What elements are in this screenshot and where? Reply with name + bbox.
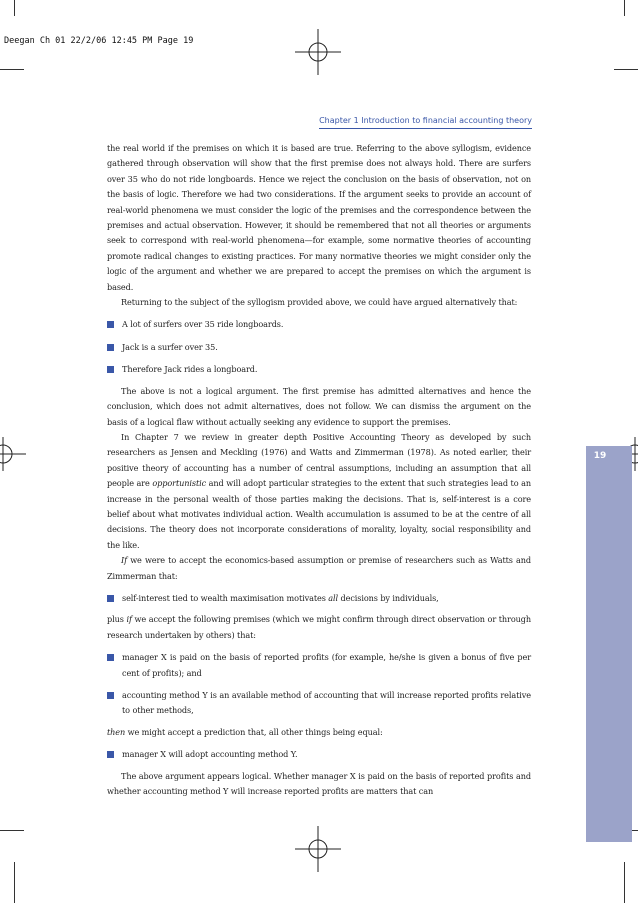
bullet-text: Therefore Jack rides a longboard. — [122, 364, 258, 375]
bullet-square-icon — [107, 751, 114, 758]
bullet-text: manager X is paid on the basis of reported profits (for example, he/she is given a bonus of five per cent of profits); and — [122, 652, 531, 678]
crop-mark-top-right-v — [624, 0, 625, 16]
paragraph: Returning to the subject of the syllogism provided above, we could have argued alternatively that: — [121, 297, 518, 308]
bullet-square-icon — [107, 366, 114, 373]
paragraph — [107, 553, 531, 584]
chapter-tab — [586, 446, 632, 842]
bullet-text: manager X will adopt accounting method Y. — [122, 749, 298, 760]
text-run: and will adopt particular strategies to the extent that such strategies lead to an increase in the personal wealth of those parties making the decisions. That is, self-interest is a core belief about what motivates individual action. Wealth accumulation is assumed to be at the centre of all decisions. The theory does not incorporate considerations of morality, loyalty, social responsibility and the like. — [107, 478, 531, 550]
crop-mark-top-left-v — [14, 0, 15, 16]
paragraph — [107, 725, 531, 740]
registration-mark-left-icon — [0, 431, 26, 477]
text-run: we might accept a prediction that, all other things being equal: — [125, 726, 383, 737]
text-run: self-interest tied to wealth maximisation motivates — [122, 592, 329, 603]
bullet-item — [107, 362, 531, 377]
bullet-item — [107, 317, 531, 332]
running-head-rule — [319, 128, 532, 129]
crop-mark-top-left-h — [0, 69, 24, 70]
print-slug: Deegan Ch 01 22/2/06 12:45 PM Page 19 — [4, 36, 194, 46]
running-head — [319, 116, 532, 125]
running-head-text: Chapter 1 Introduction to financial accounting theory — [319, 116, 532, 125]
paragraph: the real world if the premises on which it is based are true. Referring to the above syllogism, evidence gathered through observation will show that the first premise does not always hold. There are surfers over 35 who do not ride longboards. Hence we reject the conclusion on the basis of observation, not on the basis of logic. Therefore we had two considerations. If the argument seeks to provide an account of real-world phenomena we must consider the logic of the premises and the correspondence between the premises and actual observation. However, it should be remembered that not all theories or arguments seek to correspond with real-world phenomena—for example, some normative theories of accounting promote radical changes to existing practices. For many normative theories we might consider only the logic of the argument and whether we are prepared to accept the premises on which the argument is based. — [107, 143, 531, 292]
crop-mark-bottom-left-h — [0, 830, 24, 831]
crop-mark-bottom-right-v — [624, 862, 625, 903]
paragraph — [107, 612, 531, 643]
body-text — [107, 141, 531, 799]
text-run: plus — [107, 614, 127, 625]
crop-mark-bottom-left-v — [14, 862, 15, 903]
bullet-item — [107, 688, 531, 719]
emphasis: then — [107, 726, 126, 737]
bullet-text: accounting method Y is an available method of accounting that will increase reported profits relative to other methods, — [122, 690, 531, 716]
bullet-square-icon — [107, 344, 114, 351]
text-run: decisions by individuals, — [338, 592, 439, 603]
bullet-text: Jack is a surfer over 35. — [122, 341, 218, 352]
bullet-item — [107, 650, 531, 681]
crop-mark-top-right-h — [614, 69, 638, 70]
paragraph: The above is not a logical argument. The first premise has admitted alternatives and hence the conclusion, which does not admit alternatives, does not follow. We can dismiss the argument on the basis of a logical flaw without actually seeking any evidence to support the premises. — [107, 385, 531, 427]
emphasis: opportunistic — [152, 478, 207, 489]
bullet-text: A lot of surfers over 35 ride longboards. — [122, 319, 284, 330]
emphasis: all — [328, 592, 339, 603]
bullet-item — [107, 747, 531, 762]
bullet-item — [107, 591, 531, 606]
bullet-square-icon — [107, 654, 114, 661]
paragraph — [107, 430, 531, 553]
registration-mark-top-icon — [295, 29, 341, 75]
bullet-square-icon — [107, 692, 114, 699]
registration-mark-bottom-icon — [295, 826, 341, 872]
emphasis: if — [126, 614, 132, 625]
bullet-square-icon — [107, 595, 114, 602]
emphasis: If — [121, 555, 128, 566]
text-run: we accept the following premises (which we might confirm through direct observation or through research undertaken by others) that: — [107, 614, 531, 640]
page-number: 19 — [593, 451, 607, 461]
paragraph: The above argument appears logical. Whether manager X is paid on the basis of reported profits and whether accounting method Y will increase reported profits are matters that can — [107, 770, 531, 797]
text-run: In Chapter 7 we review in greater depth Positive Accounting Theory as developed by such researchers as Jensen and Meckling (1976) and Watts and Zimmerman (1978). As noted earlier, their positive theory of accounting has a number of central assumptions, including an assumption that all people are — [107, 431, 531, 489]
text-run: we were to accept the economics-based assumption or premise of researchers such as Watts and Zimmerman that: — [107, 555, 531, 581]
bullet-item — [107, 340, 531, 355]
bullet-square-icon — [107, 321, 114, 328]
